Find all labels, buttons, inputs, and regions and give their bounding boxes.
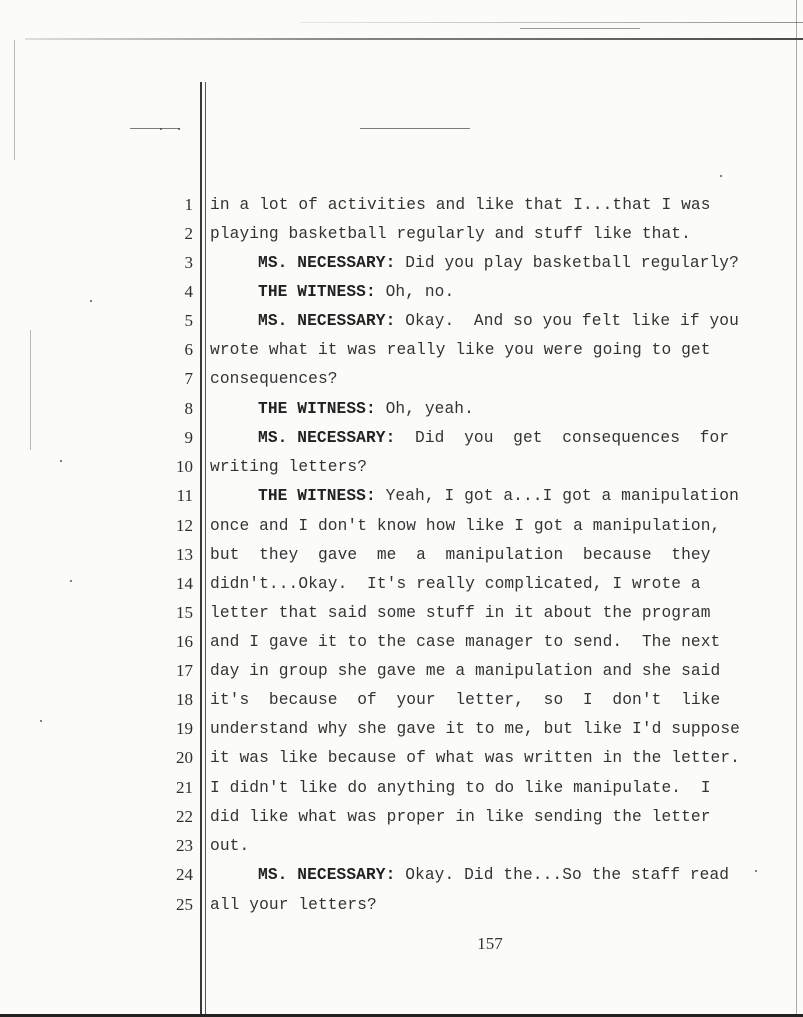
spoken-text: Did you play basketball regularly?: [395, 254, 739, 272]
speaker-label: MS. NECESSARY:: [258, 429, 396, 447]
line-text: [210, 720, 780, 738]
line-number: 3: [184, 253, 193, 272]
scan-speck: [160, 128, 162, 130]
transcript-line: [0, 805, 803, 833]
transcript-line: [0, 484, 803, 512]
scan-artifact-edge: [14, 40, 15, 160]
line-number: 6: [184, 340, 193, 359]
transcript-line: [0, 338, 803, 366]
transcript-line: [0, 659, 803, 687]
spoken-text: Did you get consequences for: [395, 429, 730, 447]
line-text: [210, 779, 780, 797]
spoken-text: playing basketball regularly and stuff like that.: [210, 225, 691, 243]
spoken-text: in a lot of activities and like that I...that I was: [210, 196, 711, 214]
line-number: 5: [184, 311, 193, 330]
line-text: [210, 837, 780, 855]
line-number: 20: [176, 748, 193, 767]
line-number: 8: [184, 399, 193, 418]
line-text: [210, 575, 780, 593]
spoken-text: all your letters?: [210, 896, 377, 914]
line-number: 22: [176, 807, 193, 826]
line-number: 9: [184, 428, 193, 447]
line-text: [210, 341, 780, 359]
spoken-text: I didn't like do anything to do like manipulate. I: [210, 779, 711, 797]
scan-speck: [60, 460, 62, 462]
line-number: 19: [176, 719, 193, 738]
scan-speck: [755, 870, 757, 872]
line-number: 10: [176, 457, 193, 476]
spoken-text: did like what was proper in like sending the letter: [210, 808, 711, 826]
transcript-line: [0, 193, 803, 221]
line-number: 18: [176, 690, 193, 709]
spoken-text: didn't...Okay. It's really complicated, I wrote a: [210, 575, 701, 593]
transcript-line: [0, 630, 803, 658]
line-number: 13: [176, 545, 193, 564]
line-text: [258, 429, 780, 447]
line-text: [210, 749, 780, 767]
line-text: [210, 370, 780, 388]
spoken-text: but they gave me a manipulation because they: [210, 546, 711, 564]
line-text: [210, 517, 780, 535]
scan-artifact-dash: [130, 128, 180, 129]
line-number: 23: [176, 836, 193, 855]
spoken-text: Oh, no.: [375, 283, 455, 301]
line-text: [210, 604, 780, 622]
line-number: 17: [176, 661, 193, 680]
scan-speck: [40, 720, 42, 722]
line-text: [210, 546, 780, 564]
scan-artifact-line: [520, 28, 640, 29]
line-number: 4: [184, 282, 193, 301]
transcript-line: [0, 543, 803, 571]
spoken-text: it was like because of what was written in the letter.: [210, 749, 740, 767]
transcript-line: [0, 222, 803, 250]
spoken-text: Oh, yeah.: [375, 400, 474, 418]
line-text: [258, 312, 780, 330]
scan-speck: [178, 128, 180, 130]
line-number: 1: [184, 195, 193, 214]
transcript-line: [0, 397, 803, 425]
spoken-text: out.: [210, 837, 250, 855]
scan-speck: [70, 580, 72, 582]
transcript-line: [0, 601, 803, 629]
scan-speck: [90, 300, 92, 302]
transcript-line: [0, 367, 803, 395]
speaker-label: THE WITNESS:: [258, 487, 376, 505]
spoken-text: and I gave it to the case manager to send. The next: [210, 633, 721, 651]
spoken-text: consequences?: [210, 370, 338, 388]
speaker-label: MS. NECESSARY:: [258, 312, 396, 330]
header-rule: [25, 38, 803, 40]
line-number: 14: [176, 574, 193, 593]
transcript-line: [0, 251, 803, 279]
line-number: 2: [184, 224, 193, 243]
spoken-text: wrote what it was really like you were going to get: [210, 341, 711, 359]
line-text: [258, 254, 780, 272]
transcript-line: [0, 455, 803, 483]
line-text: [258, 866, 780, 884]
spoken-text: it's because of your letter, so I don't like: [210, 691, 721, 709]
transcript-line: [0, 863, 803, 891]
transcript-line: [0, 426, 803, 454]
transcript-line: [0, 309, 803, 337]
line-text: [210, 225, 780, 243]
line-number: 25: [176, 895, 193, 914]
spoken-text: day in group she gave me a manipulation and she said: [210, 662, 721, 680]
line-text: [258, 487, 780, 505]
line-text: [210, 633, 780, 651]
line-text: [210, 196, 780, 214]
line-number: 12: [176, 516, 193, 535]
line-number: 21: [176, 778, 193, 797]
spoken-text: once and I don't know how like I got a manipulation,: [210, 517, 721, 535]
line-text: [258, 400, 780, 418]
transcript-line: [0, 717, 803, 745]
spoken-text: Okay. Did the...So the staff read: [395, 866, 730, 884]
spoken-text: Yeah, I got a...I got a manipulation: [375, 487, 739, 505]
line-number: 16: [176, 632, 193, 651]
line-number: 24: [176, 865, 193, 884]
line-number: 7: [184, 369, 193, 388]
speaker-label: MS. NECESSARY:: [258, 866, 396, 884]
transcript-line: [0, 688, 803, 716]
line-text: [210, 808, 780, 826]
line-text: [210, 691, 780, 709]
spoken-text: understand why she gave it to me, but like I'd suppose: [210, 720, 740, 738]
speaker-label: THE WITNESS:: [258, 400, 376, 418]
line-text: [210, 662, 780, 680]
line-number: 15: [176, 603, 193, 622]
line-text: [210, 458, 780, 476]
spoken-text: Okay. And so you felt like if you: [395, 312, 739, 330]
transcript-line: [0, 776, 803, 804]
spoken-text: letter that said some stuff in it about the program: [210, 604, 711, 622]
transcript-line: [0, 834, 803, 862]
scan-speck: [720, 175, 722, 177]
transcript-line: [0, 572, 803, 600]
transcript-line: [0, 514, 803, 542]
speaker-label: THE WITNESS:: [258, 283, 376, 301]
transcript-line: [0, 746, 803, 774]
transcript-line: [0, 280, 803, 308]
scan-artifact-dash: [360, 128, 470, 129]
scan-artifact-line: [300, 22, 803, 23]
page-number: 157: [477, 934, 503, 953]
transcript-line: [0, 893, 803, 921]
speaker-label: MS. NECESSARY:: [258, 254, 396, 272]
line-number: 11: [176, 486, 193, 505]
line-text: [210, 896, 780, 914]
line-text: [258, 283, 780, 301]
spoken-text: writing letters?: [210, 458, 368, 476]
